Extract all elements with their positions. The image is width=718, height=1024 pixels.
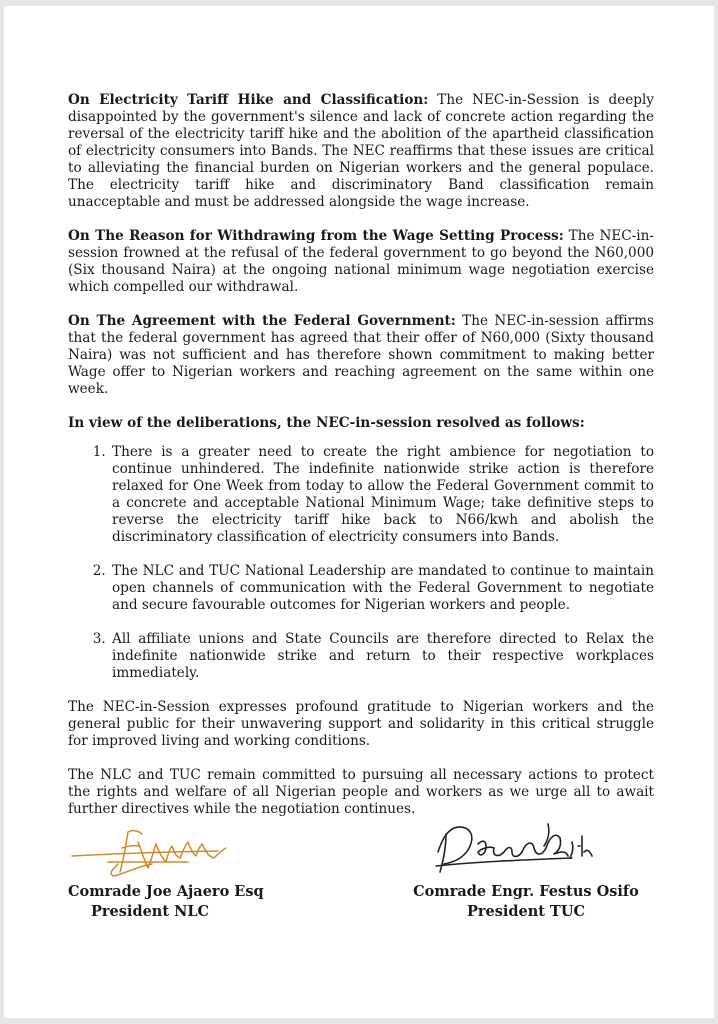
signatory-left — [68, 882, 308, 922]
section-agreement — [68, 313, 654, 398]
section-body: The NEC-in-session affirms that the federal government has agreed that their offer of N60,000 (Sixty thousand Naira) was not sufficient and has therefore shown commitment to making better Wage offer to Nigerian workers and reaching agreement on the same within one week. — [68, 313, 654, 397]
closing-commitment: The NLC and TUC remain committed to pursuing all necessary actions to protect the rights and welfare of all Nigerian people and workers as we urge all to await further directives while the negotiation continues. — [68, 767, 654, 817]
signatory-name: Comrade Joe Ajaero Esq — [68, 883, 264, 900]
section-heading: On The Agreement with the Federal Government: — [68, 313, 456, 329]
document-body — [68, 92, 654, 835]
resolved-heading: In view of the deliberations, the NEC-in-session resolved as follows: — [68, 415, 585, 431]
section-body: The NEC-in-Session is deeply disappointed by the government's silence and lack of concrete action regarding the reversal of the electricity tariff hike and the abolition of the apartheid classification of electricity consumers into Bands. The NEC reaffirms that these issues are critical to alleviating the financial burden on Nigerian workers and the general populace. The electricity tariff hike and discriminatory Band classification remain unacceptable and must be addressed alongside the wage increase. — [68, 92, 654, 210]
resolution-item: 2. The NLC and TUC National Leadership are mandated to continue to maintain open channels of communication with the Federal Government to negotiate and secure favourable outcomes for Nigerian workers and people. — [110, 563, 654, 614]
section-tariff — [68, 92, 654, 211]
signatory-title: President TUC — [466, 903, 586, 920]
resolutions-list — [68, 444, 654, 682]
signatory-right — [406, 882, 646, 922]
signatory-name: Comrade Engr. Festus Osifo — [413, 883, 639, 900]
section-body: The NEC-in-session frowned at the refusal of the federal government to go beyond the N60,000 (Six thousand Naira) at the ongoing national minimum wage negotiation exercise which compelled our withdrawal. — [68, 228, 654, 295]
section-withdrawal — [68, 228, 654, 296]
signature-nlc — [68, 818, 238, 882]
signature-tuc — [432, 812, 612, 882]
closing-gratitude: The NEC-in-Session expresses profound gratitude to Nigerian workers and the general public for their unwavering support and solidarity in this critical struggle for improved living and working conditions. — [68, 699, 654, 749]
resolution-item: 1. There is a greater need to create the right ambience for negotiation to continue unhindered. The indefinite nationwide strike action is therefore relaxed for One Week from today to allow the Federal Government commit to a concrete and acceptable National Minimum Wage; take definitive steps to reverse the electricity tariff hike back to N66/kwh and abolish the discriminatory classification of electricity consumers into Bands. — [110, 444, 654, 546]
section-heading: On The Reason for Withdrawing from the Wage Setting Process: — [68, 228, 564, 244]
section-heading: On Electricity Tariff Hike and Classification: — [68, 92, 429, 108]
resolution-item: 3. All affiliate unions and State Councils are therefore directed to Relax the indefinite nationwide strike and return to their respective workplaces immediately. — [110, 631, 654, 682]
document-page — [4, 6, 714, 1018]
signatory-title: President NLC — [91, 903, 210, 920]
